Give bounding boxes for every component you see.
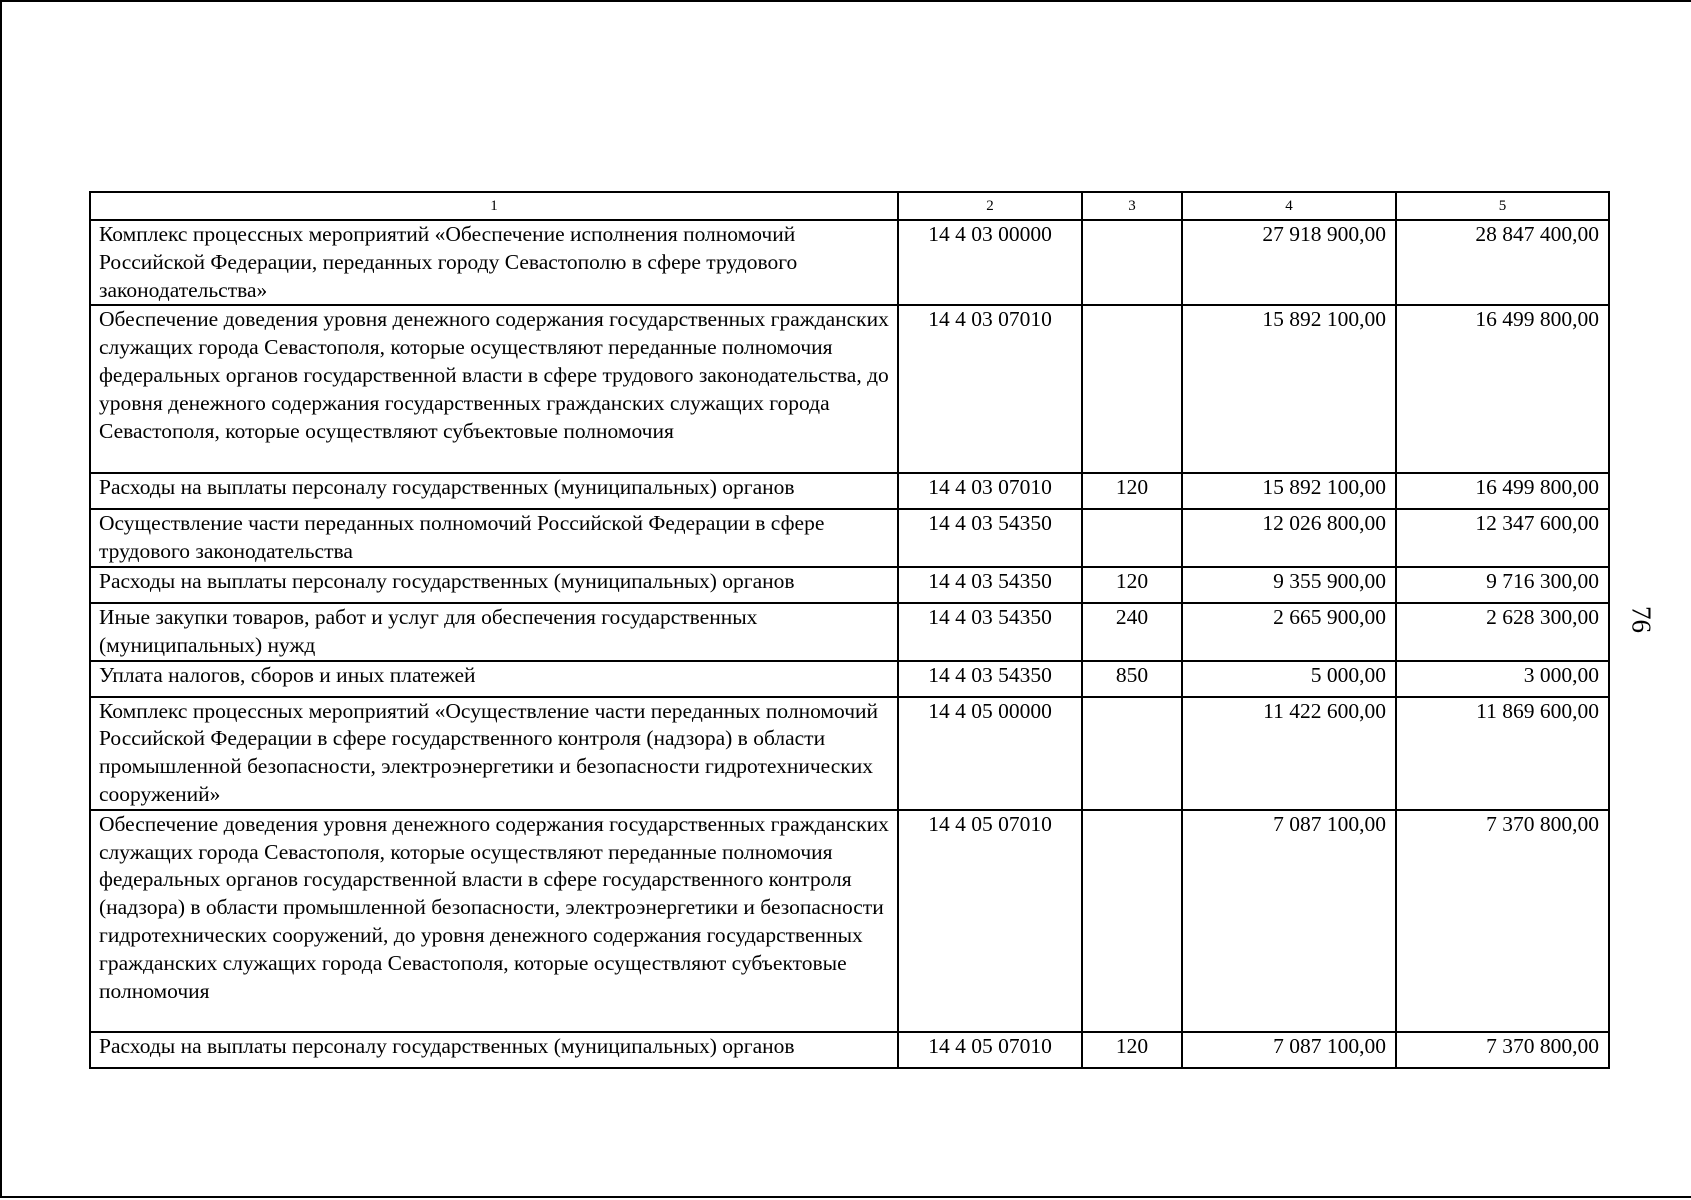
row-code-cell: 14 4 05 00000	[898, 697, 1082, 810]
row-amount-year2-cell: 28 847 400,00	[1396, 220, 1609, 305]
row-code-cell: 14 4 03 00000	[898, 220, 1082, 305]
row-name-cell: Обеспечение доведения уровня денежного содержания государственных гражданских служащих города Севастополя, которые осуществляют переданные полномочия федеральных органов государственной власти в сфере трудового законодательства, до уровня денежного содержания государственных гражданских служащих города Севастополя, которые осуществляют субъектовые полномочия	[90, 305, 898, 473]
table-row	[90, 509, 1609, 567]
row-name-cell: Расходы на выплаты персоналу государственных (муниципальных) органов	[90, 567, 898, 603]
row-code-cell: 14 4 03 54350	[898, 509, 1082, 567]
row-code-cell: 14 4 03 54350	[898, 661, 1082, 697]
table-row	[90, 697, 1609, 810]
row-code-cell: 14 4 03 07010	[898, 473, 1082, 509]
row-expense-type-cell	[1082, 509, 1182, 567]
column-header: 1	[90, 192, 898, 220]
row-amount-year2-cell: 2 628 300,00	[1396, 603, 1609, 661]
column-header: 2	[898, 192, 1082, 220]
table-row	[90, 305, 1609, 473]
row-expense-type-cell	[1082, 220, 1182, 305]
column-header: 3	[1082, 192, 1182, 220]
column-header: 4	[1182, 192, 1396, 220]
row-expense-type-cell	[1082, 305, 1182, 473]
row-expense-type-cell: 850	[1082, 661, 1182, 697]
row-name-cell: Обеспечение доведения уровня денежного содержания государственных гражданских служащих города Севастополя, которые осуществляют переданные полномочия федеральных органов государственной власти в сфере государственного контроля (надзора) в области промышленной безопасности, электроэнергетики и безопасности гидротехнических сооружений, до уровня денежного содержания государственных гражданских служащих города Севастополя, которые осуществляют субъектовые полномочия	[90, 810, 898, 1032]
row-amount-year1-cell: 12 026 800,00	[1182, 509, 1396, 567]
row-amount-year1-cell: 9 355 900,00	[1182, 567, 1396, 603]
table-row	[90, 473, 1609, 509]
table-row	[90, 603, 1609, 661]
row-amount-year2-cell: 16 499 800,00	[1396, 473, 1609, 509]
row-amount-year2-cell: 3 000,00	[1396, 661, 1609, 697]
table-row	[90, 567, 1609, 603]
row-amount-year1-cell: 15 892 100,00	[1182, 305, 1396, 473]
scan-edge-left	[0, 0, 2, 1198]
scan-edge-top	[0, 0, 1691, 2]
row-amount-year2-cell: 7 370 800,00	[1396, 1032, 1609, 1068]
row-expense-type-cell: 120	[1082, 473, 1182, 509]
row-name-cell: Комплекс процессных мероприятий «Обеспечение исполнения полномочий Российской Федерации, переданных городу Севастополю в сфере трудового законодательства»	[90, 220, 898, 305]
scan-edge-bottom	[0, 1196, 1691, 1198]
row-expense-type-cell	[1082, 697, 1182, 810]
budget-table	[89, 191, 1610, 1069]
table-row	[90, 220, 1609, 305]
row-amount-year2-cell: 7 370 800,00	[1396, 810, 1609, 1032]
row-name-cell: Иные закупки товаров, работ и услуг для обеспечения государственных (муниципальных) нужд	[90, 603, 898, 661]
column-header: 5	[1396, 192, 1609, 220]
row-code-cell: 14 4 03 54350	[898, 567, 1082, 603]
row-name-cell: Осуществление части переданных полномочий Российской Федерации в сфере трудового законодательства	[90, 509, 898, 567]
row-amount-year1-cell: 15 892 100,00	[1182, 473, 1396, 509]
row-expense-type-cell: 120	[1082, 1032, 1182, 1068]
row-expense-type-cell: 120	[1082, 567, 1182, 603]
row-amount-year1-cell: 2 665 900,00	[1182, 603, 1396, 661]
row-amount-year2-cell: 9 716 300,00	[1396, 567, 1609, 603]
table-row	[90, 1032, 1609, 1068]
row-amount-year2-cell: 16 499 800,00	[1396, 305, 1609, 473]
row-amount-year1-cell: 11 422 600,00	[1182, 697, 1396, 810]
row-amount-year1-cell: 27 918 900,00	[1182, 220, 1396, 305]
row-expense-type-cell: 240	[1082, 603, 1182, 661]
row-amount-year1-cell: 5 000,00	[1182, 661, 1396, 697]
row-name-cell: Уплата налогов, сборов и иных платежей	[90, 661, 898, 697]
page-number: 76	[1626, 606, 1657, 633]
table-row	[90, 810, 1609, 1032]
row-amount-year2-cell: 12 347 600,00	[1396, 509, 1609, 567]
row-code-cell: 14 4 03 07010	[898, 305, 1082, 473]
row-expense-type-cell	[1082, 810, 1182, 1032]
row-amount-year1-cell: 7 087 100,00	[1182, 810, 1396, 1032]
row-amount-year2-cell: 11 869 600,00	[1396, 697, 1609, 810]
table-row	[90, 661, 1609, 697]
row-name-cell: Расходы на выплаты персоналу государственных (муниципальных) органов	[90, 1032, 898, 1068]
row-name-cell: Комплекс процессных мероприятий «Осуществление части переданных полномочий Российской Федерации в сфере государственного контроля (надзора) в области промышленной безопасности, электроэнергетики и безопасности гидротехнических сооружений»	[90, 697, 898, 810]
row-amount-year1-cell: 7 087 100,00	[1182, 1032, 1396, 1068]
row-code-cell: 14 4 05 07010	[898, 1032, 1082, 1068]
table-header-row	[90, 192, 1609, 220]
row-code-cell: 14 4 05 07010	[898, 810, 1082, 1032]
row-code-cell: 14 4 03 54350	[898, 603, 1082, 661]
row-name-cell: Расходы на выплаты персоналу государственных (муниципальных) органов	[90, 473, 898, 509]
